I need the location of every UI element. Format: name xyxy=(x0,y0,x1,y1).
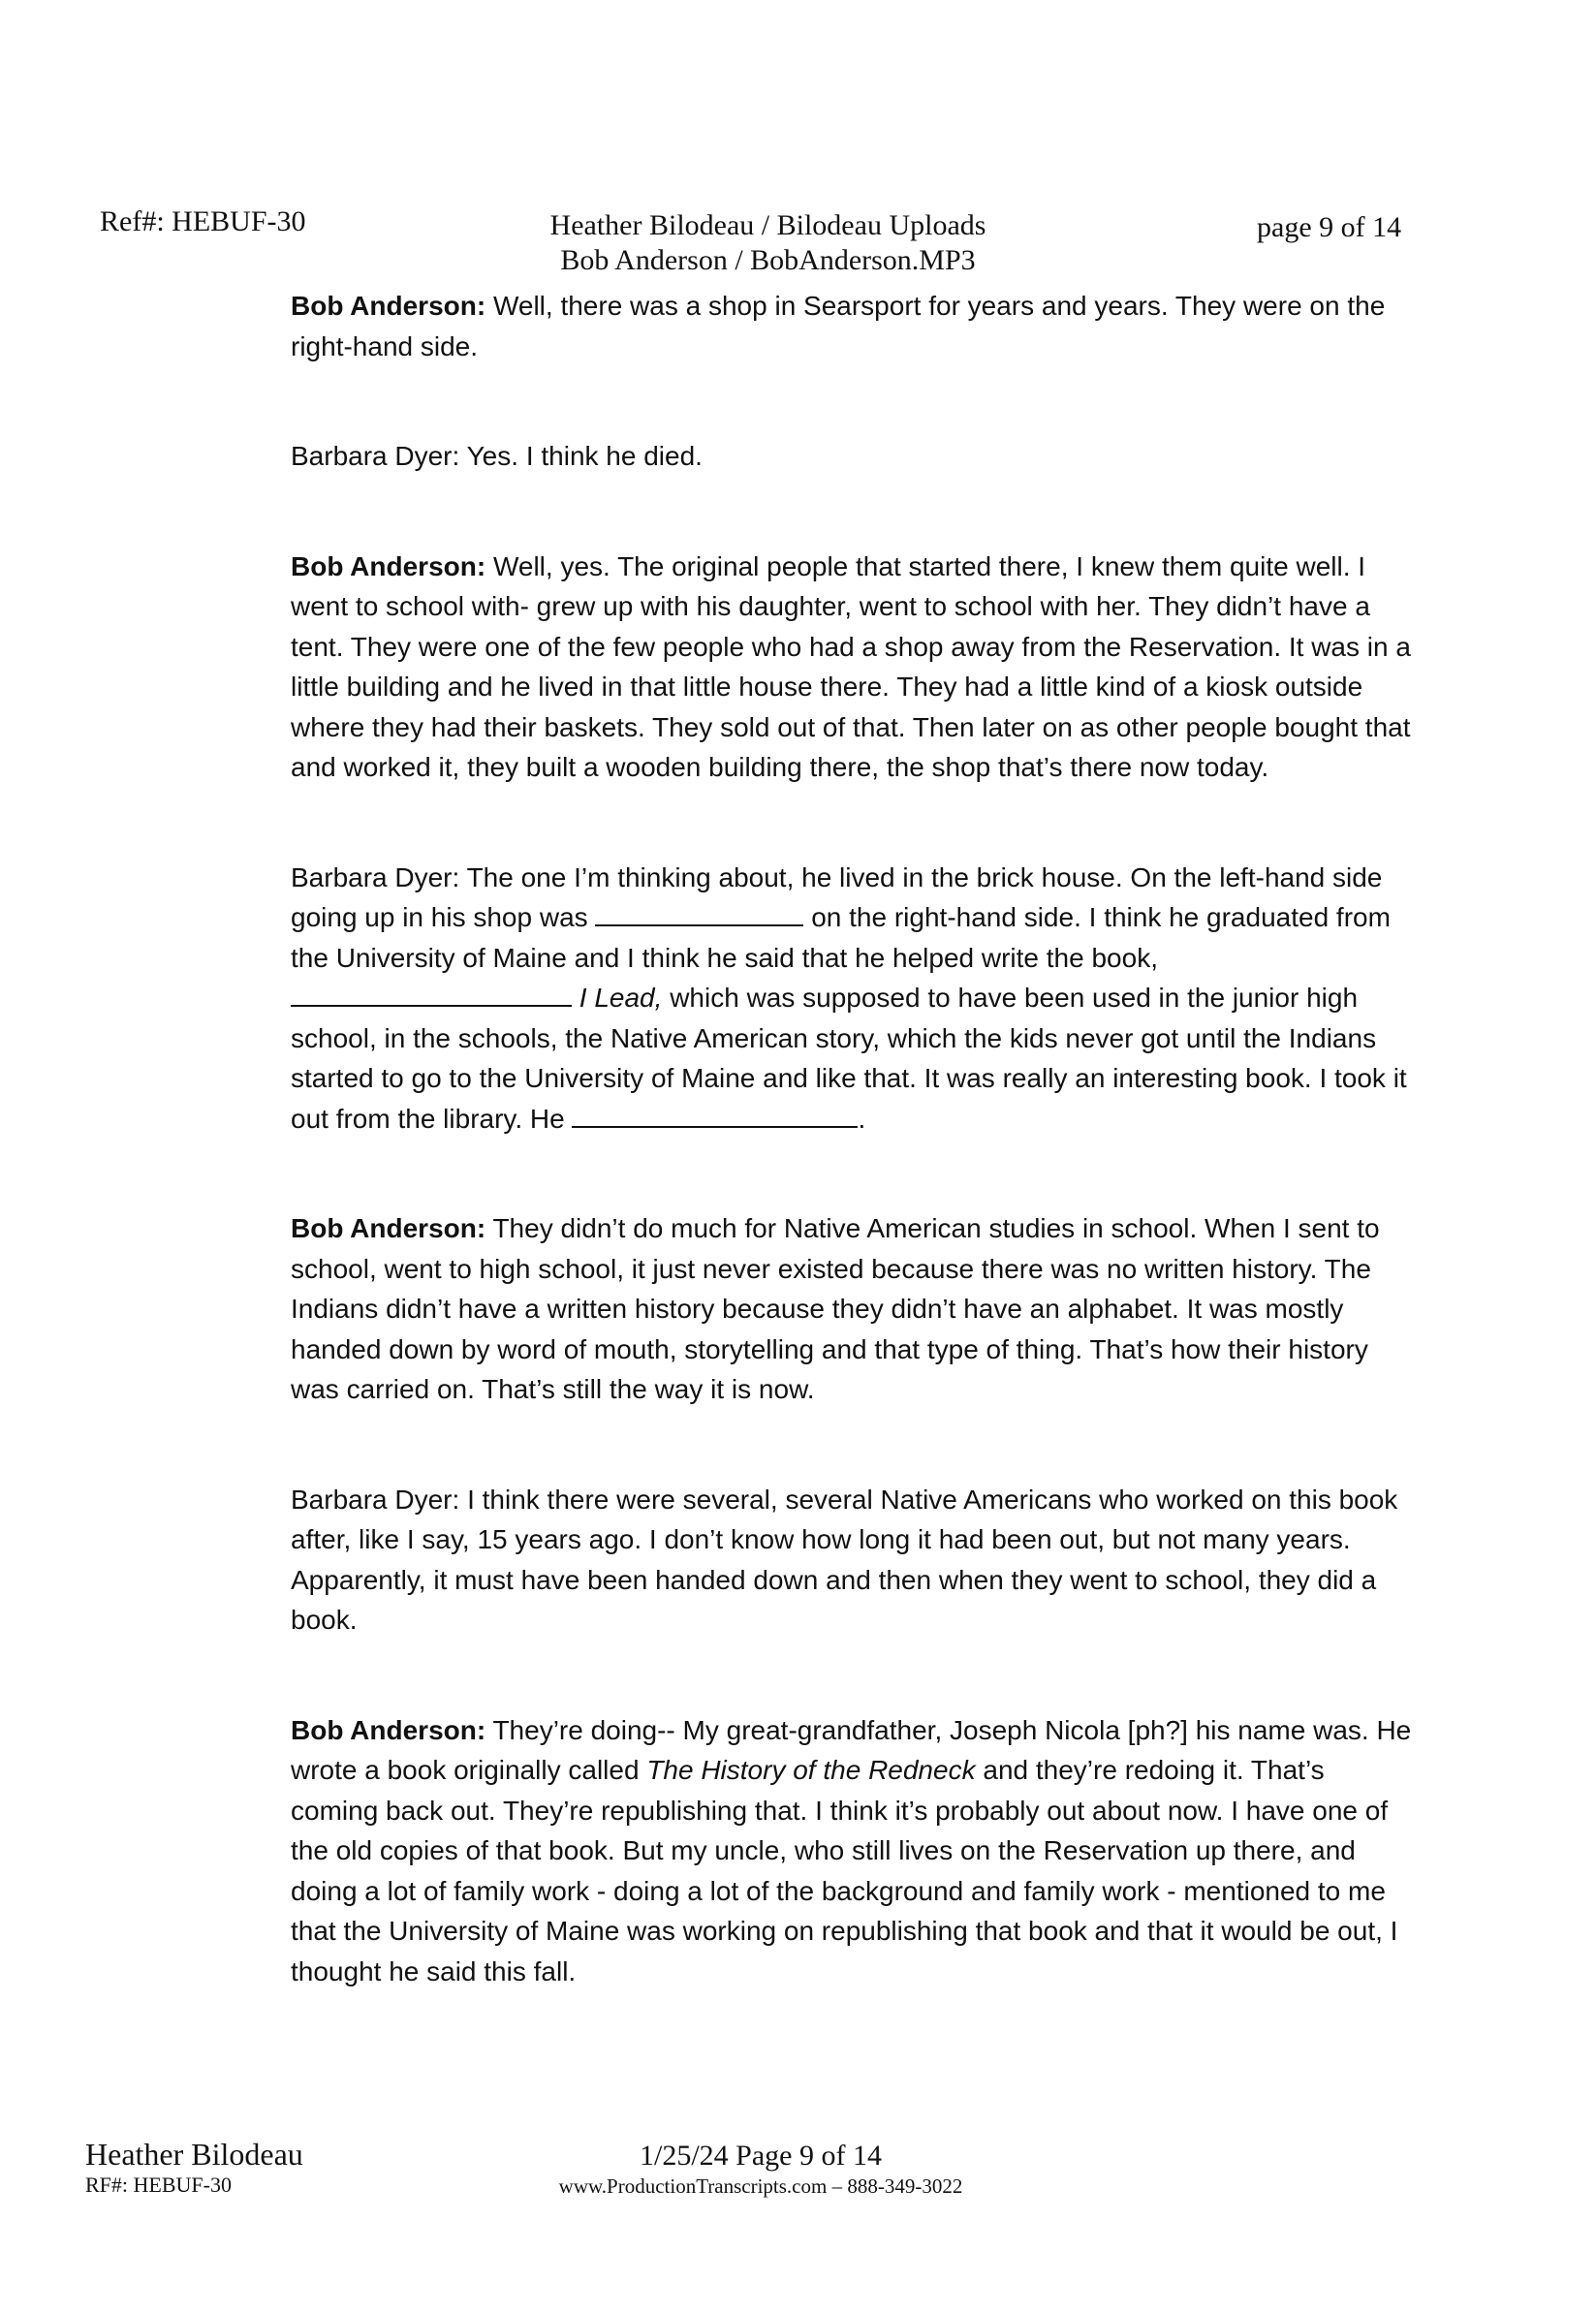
transcript-paragraph xyxy=(291,858,1415,1140)
transcript-paragraph xyxy=(291,286,1415,366)
blank-line xyxy=(291,985,572,1007)
transcript-paragraph xyxy=(291,1208,1415,1410)
paragraph-text: and they’re redoing it. That’s coming back out. They’re republishing that. I think it’s probably out about now. I have one of the old copies of that book. But my uncle, who still lives on the Reservation up there, and doing a lot of family work - doing a lot of the background and family work - mentioned to me that the University of Maine was working on republishing that book and that it would be out, I thought he said this fall. xyxy=(291,1755,1398,1986)
speaker-label: Bob Anderson: xyxy=(291,1714,486,1745)
paragraph-text: They didn’t do much for Native American studies in school. When I sent to school, went to high school, it just never existed because there was no written history. The Indians didn’t have a written history because they didn’t have an alphabet. It was mostly handed down by word of mouth, storytelling and that type of thing. That’s how their history was carried on. That’s still the way it is now. xyxy=(291,1213,1380,1404)
transcript-body xyxy=(291,286,1415,2061)
header-page-number: page 9 of 14 xyxy=(1257,211,1402,243)
speaker-label: Bob Anderson: xyxy=(291,550,486,581)
paragraph-text: on the right-hand side. I think he graduated from the University of Maine and I think he said that he helped write the book, xyxy=(291,902,1391,973)
paragraph-text: . xyxy=(858,1103,866,1134)
speaker-label: Bob Anderson: xyxy=(291,1213,486,1243)
header-title xyxy=(504,208,1032,278)
header-title-line1: Heather Bilodeau / Bilodeau Uploads xyxy=(549,209,986,241)
footer-date-page: 1/25/24 Page 9 of 14 xyxy=(640,2140,882,2172)
speaker-label: Barbara Dyer: xyxy=(291,861,460,892)
footer-author xyxy=(85,2137,303,2199)
header-ref: Ref#: HEBUF-30 xyxy=(100,205,306,237)
paragraph-text: Yes. I think he died. xyxy=(466,441,703,471)
footer-author-name: Heather Bilodeau xyxy=(85,2137,303,2172)
speaker-label: Barbara Dyer: xyxy=(291,441,460,471)
paragraph-text: Well, there was a shop in Searsport for years and years. They were on the right-hand side. xyxy=(291,291,1386,361)
paragraph-text: Well, yes. The original people that started there, I knew them quite well. I went to school with- grew up with his daughter, went to school with her. They didn’t have a tent. They were one of the few people who had a shop away from the Reservation. It was in a little building and he lived in that little house there. They had a little kind of a kiosk outside where they had their baskets. They sold out of that. Then later on as other people bought that and worked it, they built a wooden building there, the shop that’s there now today. xyxy=(291,550,1411,782)
book-title: I Lead, xyxy=(579,983,663,1013)
transcript-paragraph xyxy=(291,1710,1415,1992)
book-title: The History of the Redneck xyxy=(646,1755,976,1785)
paragraph-text: They’re doing-- My great-grandfather, Joseph Nicola [ph?] his name was. He wrote a book originally called xyxy=(291,1714,1412,1785)
footer-ref: RF#: HEBUF-30 xyxy=(85,2173,232,2197)
transcript-paragraph xyxy=(291,436,1415,477)
transcript-paragraph xyxy=(291,547,1415,788)
paragraph-text: I think there were several, several Native Americans who worked on this book after, like I say, 15 years ago. I don’t know how long it had been out, but not many years. Apparently, it must have been handed down and then when they went to school, they did a book. xyxy=(291,1484,1398,1635)
transcript-paragraph xyxy=(291,1480,1415,1641)
header-title-line2: Bob Anderson / BobAnderson.MP3 xyxy=(560,244,976,276)
blank-line xyxy=(595,905,803,926)
blank-line xyxy=(572,1107,858,1128)
speaker-label: Barbara Dyer: xyxy=(291,1484,460,1515)
paragraph-text: The one I’m thinking about, he lived in the brick house. On the left-hand side going up in his shop was xyxy=(291,861,1383,932)
footer-center xyxy=(523,2140,998,2200)
paragraph-text: which was supposed to have been used in the junior high school, in the schools, the Native American story, which the kids never got until the Indians started to go to the University of Maine and like that. It was really an interesting book. I took it out from the library. He xyxy=(291,983,1407,1134)
speaker-label: Bob Anderson: xyxy=(291,291,486,321)
footer-website: www.ProductionTranscripts.com – 888-349-3022 xyxy=(558,2174,963,2198)
